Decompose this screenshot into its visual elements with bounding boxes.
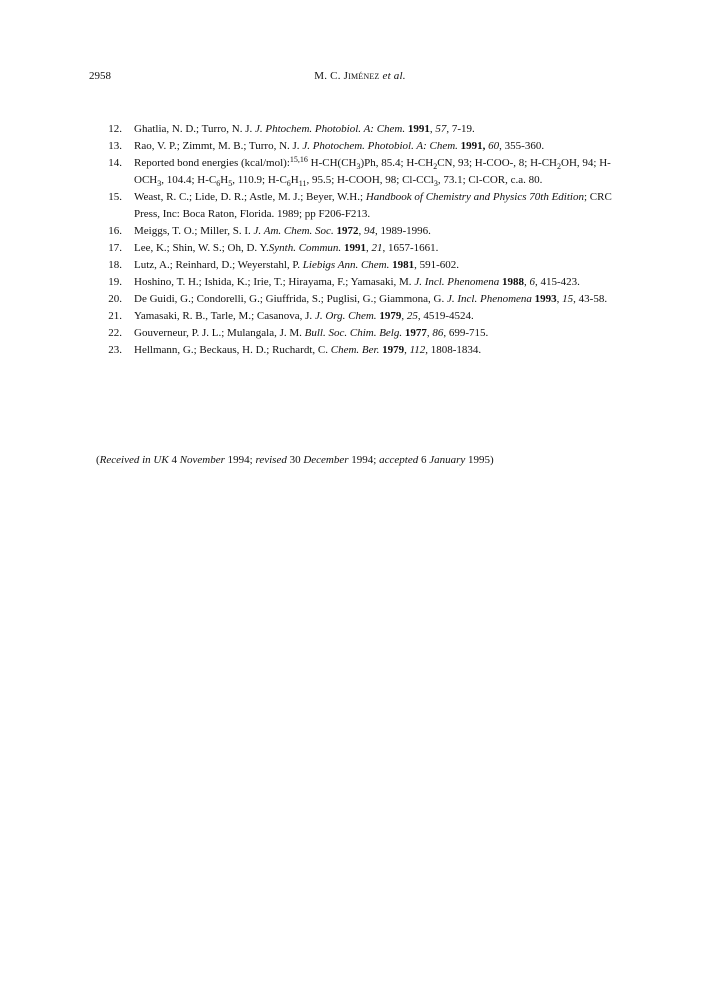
reference-text: , 355-360. [499,140,545,152]
reference-text: Weast, R. C.; Lide, D. R.; Astle, M. J.; Beyer, W.H.; [134,191,366,203]
received-date: 4 [168,454,180,466]
reference-number: 21. [108,310,122,322]
reference-text: 86 [432,327,444,339]
reference-text: , 591-602. [414,259,460,271]
reference-text: Hellmann, G.; Beckaus, H. D.; Ruchardt, C. [134,344,331,356]
reference-text: 1977 [404,327,427,339]
running-head-surname: Jiménez [343,70,380,82]
reference-text: 1988 [501,276,524,288]
reference-text: 15,16 [289,155,308,164]
reference-text: , 73.1; Cl-COR, c.a. 80. [437,174,543,186]
reference-item [100,291,630,308]
reference-item [100,240,630,257]
reference-text: Ghatlia, N. D.; Turro, N. J. [134,123,256,135]
reference-number: 20. [108,293,122,305]
reference-number: 23. [108,344,122,356]
received-note [96,452,494,469]
reference-text: , 1657-1661. [382,242,439,254]
running-head-initials: M. C. [314,70,344,82]
reference-text: J. Org. Chem. [314,310,377,322]
reference-text: 3 [356,162,361,171]
reference-text: , [523,276,530,288]
reference-number: 16. [108,225,122,237]
reference-text: , 104.4; H-C [161,174,217,186]
reference-text: J. Am. Chem. Soc. [253,225,334,237]
revised-month: December [303,454,349,466]
running-head [0,68,720,85]
reference-text: 6 [286,179,291,188]
reference-text: 1981 [392,259,415,271]
reference-text: Rao, V. P.; Zimmt, M. B.; Turro, N. J. [134,140,303,152]
reference-text: 1991 [407,123,430,135]
reference-text: 25 [406,310,418,322]
reference-text: 112 [409,344,426,356]
reference-text: 1991 [343,242,366,254]
reference-item [100,138,630,155]
page-number: 2958 [89,70,111,82]
reference-text: 15 [562,293,574,305]
reference-text: Reported bond energies (kcal/mol): [134,157,290,169]
reference-text: Hoshino, T. H.; Ishida, K.; Irie, T.; Hirayama, F.; Yamasaki, M. [134,276,415,288]
reference-text: , 7-19. [446,123,475,135]
reference-item [100,257,630,274]
reference-number: 18. [108,259,122,271]
reference-text: , 43-58. [573,293,608,305]
reference-number: 12. [108,123,122,135]
reference-text: Handbook of Chemistry and Physics 70th Edition [365,191,584,203]
reference-number: 15. [108,191,122,203]
reference-text: 21 [371,242,383,254]
reference-item [100,308,630,325]
reference-text: H [220,174,229,186]
reference-text: , 4519-4524. [417,310,474,322]
reference-text: Lutz, A.; Reinhard, D.; Weyerstahl, P. [134,259,303,271]
received-month: November [179,454,225,466]
reference-text: 57 [435,123,447,135]
accepted-label: accepted [379,454,419,466]
reference-number: 14. [108,157,122,169]
reference-number: 13. [108,140,122,152]
reference-text: Yamasaki, R. B., Tarle, M.; Casanova, J. [134,310,315,322]
reference-text: 94 [363,225,375,237]
reference-text: Gouverneur, P. J. L.; Mulangala, J. M. [134,327,305,339]
reference-text: , 699-715. [443,327,489,339]
reference-text: H-CH(CH [307,157,357,169]
reference-text: 3 [433,179,438,188]
reference-text: , [365,242,372,254]
reference-text: J. Photochem. Photobiol. A: Chem. [302,140,458,152]
reference-text: , 95.5; H-COOH, 98; Cl-CCl [306,174,434,186]
reference-text: 1979 [382,344,405,356]
reference-text: 6 [529,276,535,288]
reference-text: , 415-423. [534,276,580,288]
running-head-et-al: et al. [379,70,406,82]
reference-text: 11 [298,179,307,188]
reference-text: De Guidi, G.; Condorelli, G.; Giuffrida, S.; Puglisi, G.; Giammona, G. [134,293,447,305]
reference-text: , [404,344,410,356]
reference-text: Bull. Soc. Chim. Belg. [304,327,403,339]
revised-date: 30 [286,454,304,466]
reference-item [100,189,630,223]
reference-text: 6 [216,179,221,188]
reference-text: Meiggs, T. O.; Miller, S. I. [134,225,254,237]
reference-item [100,121,630,138]
reference-number: 19. [108,276,122,288]
reference-text: Liebigs Ann. Chem. [302,259,390,271]
reference-text: 1993 [534,293,557,305]
received-open: ( [96,454,100,466]
reference-text: 60 [488,140,500,152]
reference-text: 2 [433,162,438,171]
reference-text: CN, 93; H-COO-, 8; H-CH [437,157,557,169]
reference-text: Synth. Commun. [268,242,342,254]
accepted-year: 1995) [465,454,494,466]
revised-label: revised [255,454,287,466]
reference-text: , [401,310,407,322]
reference-text: J. Incl. Phenomena [414,276,500,288]
reference-text: , 1989-1996. [374,225,431,237]
reference-text: Lee, K.; Shin, W. S.; Oh, D. Y. [134,242,269,254]
reference-text: )Ph, 85.4; H-CH [360,157,434,169]
received-label: Received in UK [99,454,169,466]
reference-text: 5 [228,179,233,188]
reference-text: 3 [157,179,162,188]
reference-text: OH, 94; H-OCH [134,157,611,186]
reference-text: 2 [557,162,561,171]
reference-item [100,325,630,342]
reference-text: J. Incl. Phenomena [446,293,532,305]
reference-text: ; CRC Press, Inc: Boca Raton, Florida. 1989; pp F206-F213. [134,191,612,220]
reference-text: , [426,327,433,339]
reference-number: 17. [108,242,122,254]
reference-text: J. Phtochem. Photobiol. A: Chem. [255,123,406,135]
reference-number: 22. [108,327,122,339]
reference-text: , [556,293,563,305]
reference-text: , [429,123,436,135]
reference-text: 1991, [460,140,486,152]
received-year: 1994; [224,454,256,466]
reference-item [100,342,630,359]
reference-list [100,121,630,359]
reference-text: , 110.9; H-C [232,174,287,186]
reference-text: 1979 [379,310,402,322]
reference-item [100,223,630,240]
reference-text: H [290,174,299,186]
reference-text: , [358,225,364,237]
reference-text: Chem. Ber. [330,344,380,356]
accepted-date: 6 [418,454,430,466]
reference-text: , 1808-1834. [425,344,482,356]
reference-item [100,274,630,291]
reference-item [100,155,630,189]
revised-year: 1994; [348,454,380,466]
accepted-month: January [429,454,466,466]
reference-text: 1972 [336,225,359,237]
